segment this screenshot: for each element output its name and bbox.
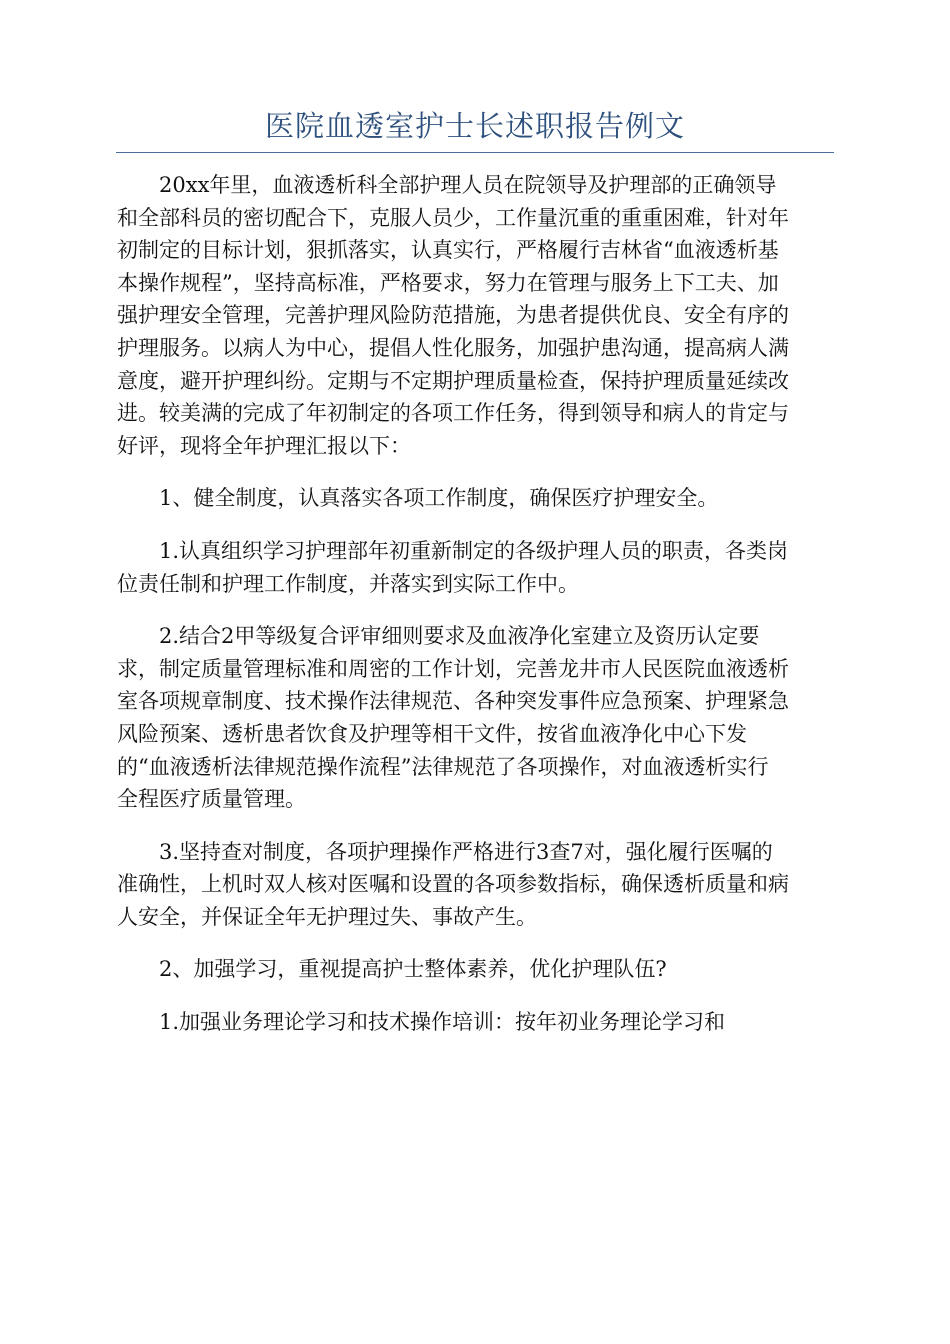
text-line: 1、健全制度，认真落实各项工作制度，确保医疗护理安全。: [159, 486, 719, 511]
paragraph-intro: [117, 169, 833, 462]
paragraph-item-1-1: [117, 535, 833, 600]
text-line: 意度，避开护理纠纷。定期与不定期护理质量检查，保持护理质量延续改: [117, 368, 789, 393]
title-underline: [116, 152, 834, 153]
text-line: 本操作规程”，坚持高标准，严格要求，努力在管理与服务上下工夫、加: [117, 270, 779, 295]
text-line: 室各项规章制度、技术操作法律规范、各种突发事件应急预案、护理紧急: [117, 689, 789, 714]
text-line: 3.坚持查对制度，各项护理操作严格进行3查7对，强化履行医嘱的: [159, 839, 773, 864]
text-line: 1.加强业务理论学习和技术操作培训：按年初业务理论学习和: [159, 1010, 726, 1035]
text-line: 强护理安全管理，完善护理风险防范措施，为患者提供优良、安全有序的: [117, 303, 789, 328]
text-line: 和全部科员的密切配合下，克服人员少，工作量沉重的重重困难，针对年: [117, 205, 789, 230]
document-title: 医院血透室护士长述职报告例文: [264, 109, 685, 143]
text-line: 2.结合2甲等级复合评审细则要求及血液净化室建立及资历认定要: [159, 624, 760, 649]
paragraph-item-1-3: [117, 836, 833, 934]
text-line: 20xx年里，血液透析科全部护理人员在院领导及护理部的正确领导: [159, 173, 777, 197]
section-heading-2: [117, 953, 833, 986]
text-line: 位责任制和护理工作制度，并落实到实际工作中。: [117, 571, 579, 596]
text-line: 护理服务。以病人为中心，提倡人性化服务，加强护患沟通，提高病人满: [117, 335, 789, 360]
text-line: 的“血液透析法律规范操作流程”法律规范了各项操作，对血液透析实行: [117, 754, 769, 779]
text-line: 好评，现将全年护理汇报以下：: [117, 433, 411, 458]
text-line: 2、加强学习，重视提高护士整体素养，优化护理队伍?: [159, 957, 667, 982]
text-line: 风险预案、透析患者饮食及护理等相干文件，按省血液净化中心下发: [117, 721, 747, 746]
text-line: 准确性，上机时双人核对医嘱和设置的各项参数指标，确保透析质量和病: [117, 872, 789, 897]
document-body: [117, 169, 833, 1039]
text-line: 1.认真组织学习护理部年初重新制定的各级护理人员的职责，各类岗: [159, 538, 789, 563]
paragraph-item-1-2: [117, 620, 833, 816]
paragraph-item-2-1: [117, 1006, 833, 1039]
text-line: 全程医疗质量管理。: [117, 787, 306, 812]
section-heading-1: [117, 482, 833, 515]
text-line: 求，制定质量管理标准和周密的工作计划，完善龙井市人民医院血液透析: [117, 656, 789, 681]
text-line: 人安全，并保证全年无护理过失、事故产生。: [117, 904, 537, 929]
text-line: 进。较美满的完成了年初制定的各项工作任务，得到领导和病人的肯定与: [117, 401, 789, 426]
text-line: 初制定的目标计划，狠抓落实，认真实行，严格履行吉林省“血液透析基: [117, 238, 779, 263]
